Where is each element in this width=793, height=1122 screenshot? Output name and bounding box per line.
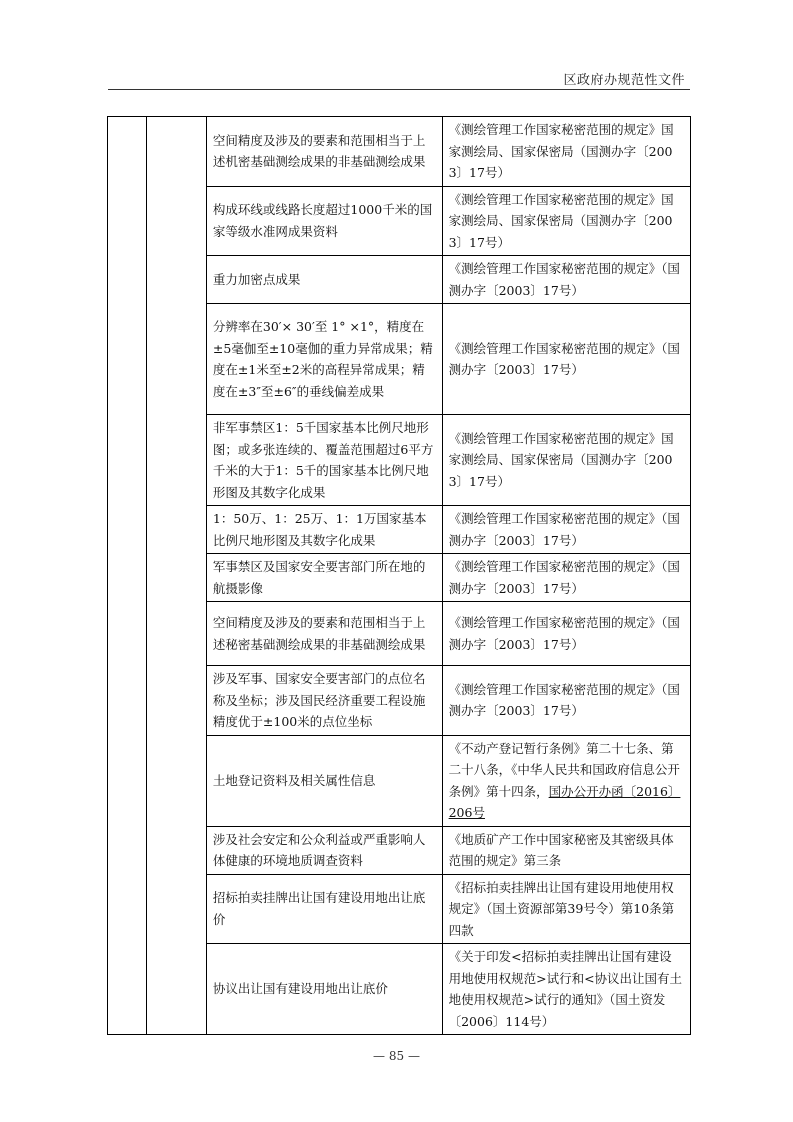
basis-cell: 《测绘管理工作国家秘密范围的规定》（国测办字〔2003〕17号）	[442, 666, 690, 736]
basis-cell: 《关于印发<招标拍卖挂牌出让国有建设用地使用权规范>试行和<协议出让国有土地使用权规范>试行的通知》（国土资发〔2006〕114号）	[442, 944, 690, 1035]
item-cell: 土地登记资料及相关属性信息	[206, 735, 442, 826]
item-cell: 军事禁区及国家安全要害部门所在地的航摄影像	[206, 554, 442, 602]
item-cell: 重力加密点成果	[206, 256, 442, 304]
basis-text: 《不动产登记暂行条例》第二十七条、第二十八条，《中华人民共和国政府信息公开条例》第十四条，	[448, 740, 680, 799]
item-cell: 涉及军事、国家安全要害部门的点位名称及坐标；涉及国民经济重要工程设施精度优于±100米的点位坐标	[206, 666, 442, 736]
item-cell: 1：50万、1：25万、1：1万国家基本比例尺地形图及其数字化成果	[206, 506, 442, 554]
basis-cell: 《测绘管理工作国家秘密范围的规定》国家测绘局、国家保密局（国测办字〔2003〕17号）	[442, 415, 690, 506]
page-number: — 85 —	[373, 1049, 420, 1063]
item-cell: 非军事禁区1：5千国家基本比例尺地形图；或多张连续的、覆盖范围超过6平方千米的大于1：5千的国家基本比例尺地形图及其数字化成果	[206, 415, 442, 506]
item-cell: 空间精度及涉及的要素和范围相当于上述机密基础测绘成果的非基础测绘成果	[206, 117, 442, 187]
basis-cell: 《测绘管理工作国家秘密范围的规定》（国测办字〔2003〕17号）	[442, 304, 690, 415]
basis-cell: 《测绘管理工作国家秘密范围的规定》国家测绘局、国家保密局（国测办字〔2003〕17号）	[442, 186, 690, 256]
item-cell: 构成环线或线路长度超过1000千米的国家等级水准网成果资料	[206, 186, 442, 256]
item-cell: 协议出让国有建设用地出让底价	[206, 944, 442, 1035]
header-divider	[108, 89, 690, 90]
item-cell: 招标拍卖挂牌出让国有建设用地出让底价	[206, 874, 442, 944]
basis-cell: 《测绘管理工作国家秘密范围的规定》（国测办字〔2003〕17号）	[442, 602, 690, 666]
item-cell: 涉及社会安定和公众利益或严重影响人体健康的环境地质调查资料	[206, 826, 442, 874]
category-column-cell	[146, 117, 206, 1035]
item-cell: 分辨率在30′× 30′至 1° ×1°，精度在±5毫伽至±10毫伽的重力异常成果；精度在±1米至±2米的高程异常成果；精度在±3″至±6″的垂线偏差成果	[206, 304, 442, 415]
basis-cell: 《测绘管理工作国家秘密范围的规定》国家测绘局、国家保密局（国测办字〔2003〕17号）	[442, 117, 690, 187]
basis-cell: 《测绘管理工作国家秘密范围的规定》（国测办字〔2003〕17号）	[442, 554, 690, 602]
index-column-cell	[108, 117, 147, 1035]
basis-cell: 《招标拍卖挂牌出让国有建设用地使用权规定》（国土资源部第39号令）第10条第四款	[442, 874, 690, 944]
item-cell: 空间精度及涉及的要素和范围相当于上述秘密基础测绘成果的非基础测绘成果	[206, 602, 442, 666]
document-header-label: 区政府办规范性文件	[563, 73, 685, 88]
basis-cell	[442, 735, 690, 826]
table-row	[108, 117, 691, 187]
secrecy-scope-table	[107, 116, 691, 1035]
circular-reference-link[interactable]: 国办公开办函〔2016〕206号	[448, 783, 681, 820]
basis-cell: 《测绘管理工作国家秘密范围的规定》（国测办字〔2003〕17号）	[442, 256, 690, 304]
basis-cell: 《地质矿产工作中国家秘密及其密级具体范围的规定》第三条	[442, 826, 690, 874]
basis-cell: 《测绘管理工作国家秘密范围的规定》（国测办字〔2003〕17号）	[442, 506, 690, 554]
